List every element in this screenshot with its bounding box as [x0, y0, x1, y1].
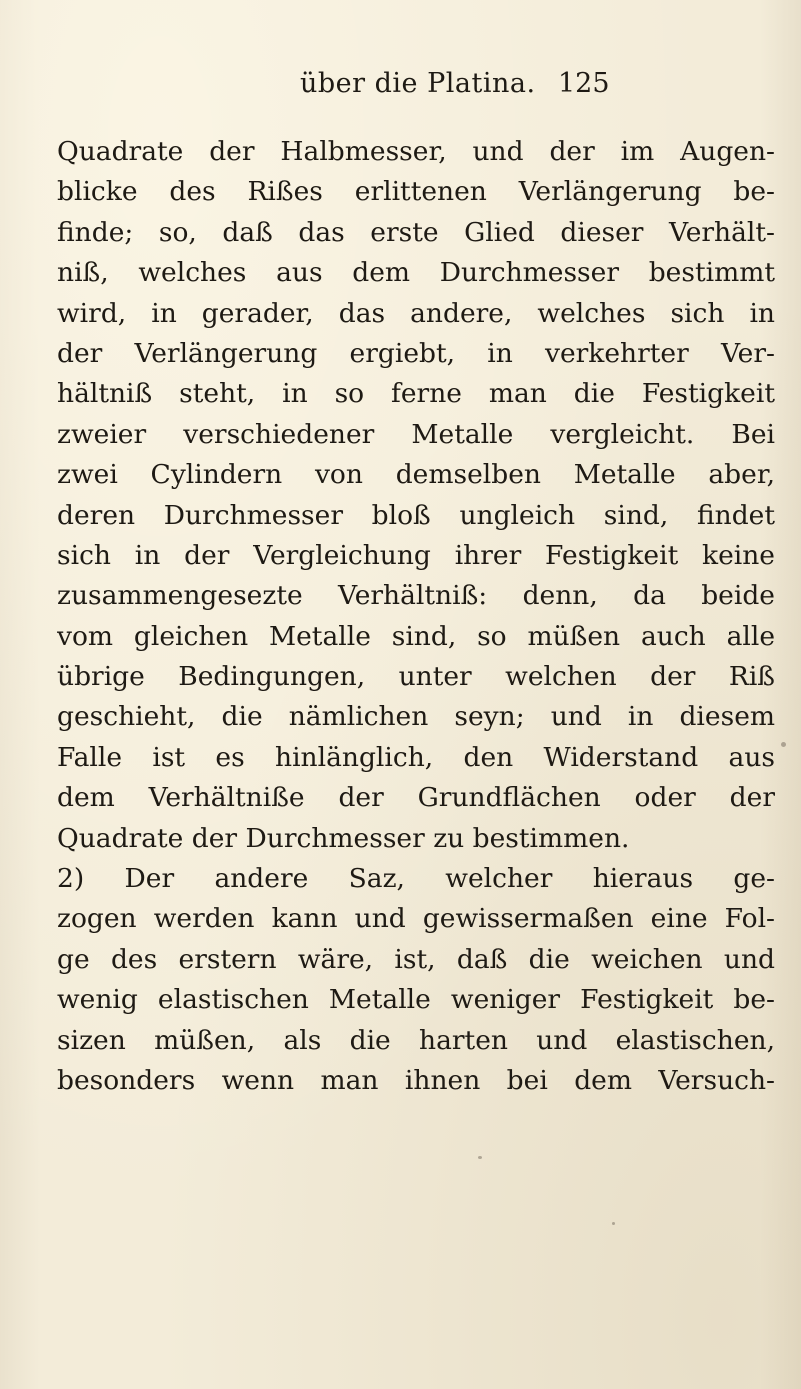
- text-line: besonders wenn man ihnen bei dem Versuch-: [57, 1064, 775, 1096]
- text-line: niß, welches aus dem Durchmesser bestimmt: [57, 257, 775, 289]
- running-head: über die Platina.: [300, 68, 536, 99]
- paper-speck: [612, 1222, 615, 1225]
- text-line: Quadrate der Halbmesser, und der im Augen-: [57, 136, 775, 167]
- text-line: zwei Cylindern von demselben Metalle aber,: [57, 459, 775, 491]
- page-number: 125: [558, 68, 610, 99]
- text-line: dem Verhältniße der Grundflächen oder der: [57, 782, 775, 814]
- text-line: 2) Der andere Saz, welcher hieraus ge-: [57, 863, 775, 895]
- text-line: finde; so, daß das erste Glied dieser Verhält-: [57, 216, 775, 248]
- text-line: zweier verschiedener Metalle vergleicht. Bei: [57, 418, 775, 450]
- text-line: zusammengesezte Verhältniß: denn, da beide: [57, 580, 775, 612]
- text-line: wenig elastischen Metalle weniger Festigkeit be-: [57, 984, 775, 1016]
- text-line: übrige Bedingungen, unter welchen der Riß: [57, 661, 775, 693]
- text-line: Falle ist es hinlänglich, den Widerstand aus: [57, 741, 775, 773]
- text-line: wird, in gerader, das andere, welches sich in: [57, 297, 775, 329]
- text-line: Quadrate der Durchmesser zu bestimmen.: [57, 822, 630, 854]
- text-line: sizen müßen, als die harten und elastischen,: [57, 1024, 775, 1056]
- paper-speck: [478, 1156, 482, 1159]
- text-line: vom gleichen Metalle sind, so müßen auch alle: [57, 620, 775, 652]
- text-line: blicke des Rißes erlittenen Verlängerung be-: [57, 176, 775, 208]
- text-line: der Verlängerung ergiebt, in verkehrter Ver-: [57, 337, 775, 369]
- text-line: hältniß steht, in so ferne man die Festigkeit: [57, 378, 775, 410]
- text-line: geschieht, die nämlichen seyn; und in diesem: [57, 701, 775, 733]
- paper-speck: [781, 742, 786, 747]
- text-line: zogen werden kann und gewissermaßen eine Fol-: [57, 903, 775, 935]
- page-header: [0, 62, 801, 102]
- text-line: sich in der Vergleichung ihrer Festigkeit keine: [57, 539, 775, 571]
- text-line: deren Durchmesser bloß ungleich sind, findet: [57, 499, 775, 531]
- text-line: ge des erstern wäre, ist, daß die weichen und: [57, 943, 775, 975]
- body-text: [57, 132, 775, 1101]
